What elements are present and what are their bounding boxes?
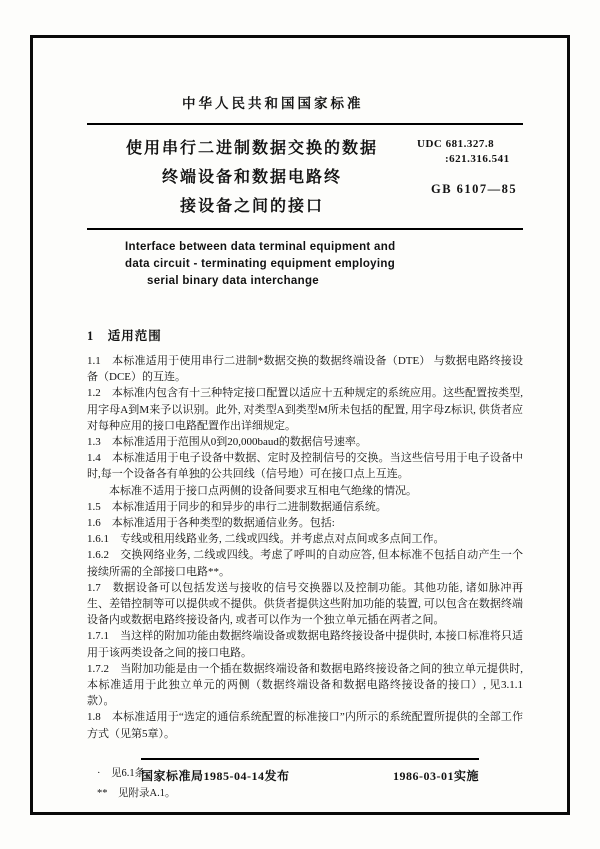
standard-number: GB 6107—85 — [431, 182, 518, 196]
title-zh-line2: 终端设备和数据电路终 — [161, 169, 342, 186]
title-block — [87, 134, 523, 221]
page-content — [87, 38, 523, 812]
standard-label: 中华人民共和国国家标准 — [182, 96, 364, 111]
paragraph-1-6-1: 1.6.1 专线或租用线路业务, 二线或四线。并考虑点对点间或多点间工作。 — [87, 533, 445, 546]
udc-code-line2: :621.316.541 — [445, 153, 510, 165]
title-en-line2: data circuit - terminating equipment employing — [125, 258, 396, 270]
section-heading-scope: 1 适用范围 — [87, 329, 162, 343]
paragraph-1-8: 1.8 本标准适用于“选定的通信系统配置的标准接口”内所示的系统配置所提供的全部工作方式（见第5章）。 — [87, 711, 523, 740]
body-text — [87, 353, 523, 742]
title-zh-line1: 使用串行二进制数据交换的数据 — [125, 140, 378, 157]
title-meta — [417, 134, 523, 221]
footnote-1: · 见6.1条。 — [97, 767, 156, 779]
paragraph-1-6-2: 1.6.2 交换网络业务, 二线或四线。考虑了呼叫的自动应答, 但本标准不包括自动产生一个接续所需的全部接口电路**。 — [87, 549, 523, 578]
title-english — [87, 239, 523, 290]
paragraph-1-6: 1.6 本标准适用于各种类型的数据通信业务。包括: — [87, 517, 335, 530]
paragraph-1-7-2: 1.7.2 当附加功能是由一个插在数据终端设备和数据电路终接设备之间的独立单元提供时, 本标准适用于此独立单元的两侧（数据终端设备和数据电路终接设备的接口）, 见3.1.1款）。 — [87, 662, 523, 708]
divider-top — [87, 123, 523, 125]
paragraph-1-5: 1.5 本标准适用于同步的和异步的串行二进制数据通信系统。 — [87, 500, 387, 513]
paragraph-1-3: 1.3 本标准适用于范围从0到20,000baud的数据信号速率。 — [87, 436, 367, 449]
paragraph-1-7: 1.7 数据设备可以包括发送与接收的信号交换器以及控制功能。其他功能, 诸如脉冲再生、差错控制等可以提供或不提供。供货者提供这些附加功能的装置, 可以包含在数据终端设备内或数据电路终接设备内, 或者可以作为一个独立单元插在两者之间。 — [87, 581, 523, 627]
divider-footer — [141, 758, 479, 761]
footnote-2: ** 见附录A.1。 — [97, 787, 176, 799]
paragraph-1-7-1: 1.7.1 当这样的附加功能由数据终端设备或数据电路终接设备中提供时, 本接口标准将只适用于该两类设备之间的接口电路。 — [87, 630, 523, 659]
paragraph-1-1: 1.1 本标准适用于使用串行二进制*数据交换的数据终端设备（DTE） 与数据电路终接设备（DCE）的互连。 — [87, 355, 523, 384]
paragraph-1-2: 1.2 本标准内包含有十三种特定接口配置以适应十五种规定的系统应用。这些配置按类型,用字母A到M来予以识别。此外, 对类型A到类型M所未包括的配置, 用字母Z标识, 供货者应对每种应用的接口电路配置作出详细规定。 — [87, 387, 523, 432]
title-chinese — [87, 134, 417, 221]
page-border — [30, 35, 570, 815]
title-en-line1: Interface between data terminal equipment and — [125, 241, 396, 253]
title-zh-line3: 接设备之间的接口 — [179, 198, 324, 215]
paragraph-1-4-note: 本标准不适用于接口点两侧的设备间要求互相电气绝缘的情况。 — [109, 484, 417, 497]
paragraph-1-4: 1.4 本标准适用于电子设备中数据、定时及控制信号的交换。当这些信号用于电子设备中时,每一个设备各有单独的公共回线（信号地）可在接口点上互连。 — [87, 452, 523, 481]
udc-code-line1: UDC 681.327.8 — [417, 138, 495, 150]
title-en-line3: serial binary data interchange — [147, 275, 319, 287]
footer-issued: 国家标准局1985-04-14发布 — [141, 769, 290, 783]
page-footer — [141, 758, 479, 785]
footer-effective: 1986-03-01实施 — [393, 769, 479, 783]
divider-title — [87, 228, 523, 230]
